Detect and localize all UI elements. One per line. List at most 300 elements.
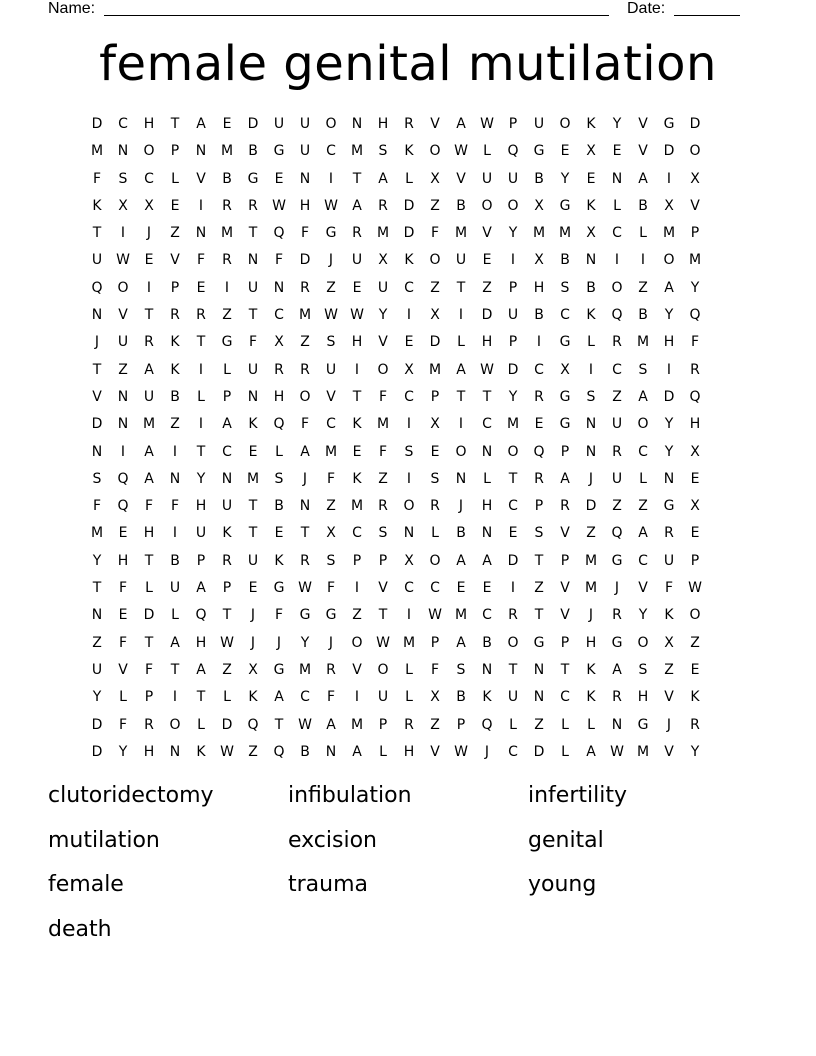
grid-letter: M	[584, 580, 598, 597]
grid-letter: E	[196, 279, 206, 296]
grid-row	[84, 684, 734, 711]
grid-letter: K	[404, 252, 414, 269]
grid-letter: V	[430, 743, 440, 760]
grid-letter: M	[636, 334, 650, 351]
grid-letter: L	[483, 470, 491, 487]
grid-letter: U	[377, 689, 389, 706]
grid-letter: M	[376, 416, 390, 433]
grid-letter: R	[404, 116, 414, 132]
grid-letter: I	[588, 361, 594, 378]
grid-letter: A	[222, 416, 232, 433]
grid-letter: T	[456, 279, 466, 296]
grid-letter: E	[612, 143, 622, 160]
grid-letter: M	[246, 470, 260, 487]
name-blank-line	[104, 15, 609, 16]
grid-letter: F	[326, 580, 336, 597]
grid-row	[84, 302, 734, 329]
grid-letter: R	[560, 498, 570, 515]
grid-letter: R	[274, 361, 284, 378]
grid-letter: K	[92, 197, 102, 214]
grid-letter: M	[636, 743, 650, 760]
grid-letter: R	[612, 689, 622, 706]
grid-letter: R	[690, 361, 700, 378]
grid-letter: Z	[482, 279, 492, 296]
grid-letter: D	[507, 361, 519, 378]
grid-letter: H	[143, 525, 155, 542]
grid-letter: L	[223, 689, 231, 706]
grid-letter: X	[664, 634, 674, 651]
grid-letter: X	[586, 225, 596, 242]
grid-letter: E	[170, 197, 180, 214]
grid-letter: P	[222, 580, 232, 597]
grid-letter: J	[666, 716, 672, 733]
grid-letter: U	[221, 498, 233, 515]
grid-letter: C	[638, 552, 648, 569]
grid-letter: A	[456, 552, 466, 569]
grid-letter: T	[222, 607, 232, 624]
grid-letter: M	[350, 143, 364, 160]
grid-letter: E	[586, 170, 596, 187]
grid-letter: N	[481, 443, 493, 460]
grid-letter: R	[612, 443, 622, 460]
grid-letter: M	[324, 443, 338, 460]
grid-letter: K	[248, 689, 258, 706]
grid-letter: G	[273, 661, 285, 678]
grid-letter: W	[220, 634, 234, 651]
grid-letter: Y	[92, 689, 102, 706]
grid-letter: Q	[117, 498, 129, 515]
grid-letter: A	[456, 634, 466, 651]
grid-letter: M	[662, 225, 676, 242]
grid-letter: J	[588, 607, 594, 624]
grid-letter: O	[429, 252, 441, 269]
grid-letter: E	[248, 580, 258, 597]
grid-letter: L	[119, 689, 127, 706]
grid-letter: W	[116, 252, 130, 269]
grid-letter: E	[534, 416, 544, 433]
grid-letter: E	[352, 443, 362, 460]
grid-letter: D	[663, 388, 675, 405]
grid-letter: W	[298, 716, 312, 733]
grid-letter: Z	[586, 525, 596, 542]
grid-letter: Q	[273, 416, 285, 433]
grid-letter: X	[430, 416, 440, 433]
grid-row	[84, 220, 734, 247]
grid-letter: T	[196, 443, 206, 460]
grid-letter: A	[638, 525, 648, 542]
grid-letter: O	[663, 252, 675, 269]
grid-letter: D	[247, 116, 259, 132]
grid-letter: T	[352, 388, 362, 405]
word-list-item: trauma	[288, 872, 369, 897]
grid-letter: M	[220, 143, 234, 160]
grid-letter: T	[92, 580, 102, 597]
grid-letter: R	[300, 552, 310, 569]
grid-letter: N	[481, 525, 493, 542]
grid-letter: X	[664, 197, 674, 214]
grid-letter: D	[663, 143, 675, 160]
grid-letter: C	[404, 388, 414, 405]
grid-letter: X	[534, 252, 544, 269]
grid-letter: P	[690, 552, 700, 569]
grid-letter: T	[534, 607, 544, 624]
grid-letter: O	[299, 388, 311, 405]
grid-letter: K	[586, 307, 596, 324]
grid-letter: H	[273, 388, 285, 405]
grid-letter: S	[586, 388, 596, 405]
grid-letter: L	[171, 170, 179, 187]
grid-letter: A	[482, 552, 492, 569]
grid-letter: N	[351, 116, 363, 132]
grid-letter: A	[274, 689, 284, 706]
grid-letter: Y	[664, 443, 674, 460]
grid-letter: U	[507, 307, 519, 324]
grid-letter: B	[534, 307, 544, 324]
grid-letter: J	[146, 225, 152, 242]
grid-letter: K	[248, 416, 258, 433]
grid-letter: L	[639, 470, 647, 487]
grid-letter: T	[274, 716, 284, 733]
grid-letter: G	[559, 416, 571, 433]
grid-letter: V	[638, 580, 648, 597]
grid-letter: U	[663, 552, 675, 569]
grid-letter: G	[637, 716, 649, 733]
grid-letter: U	[169, 580, 181, 597]
grid-letter: L	[223, 361, 231, 378]
grid-letter: X	[248, 661, 258, 678]
grid-row	[84, 329, 734, 356]
grid-letter: J	[94, 334, 100, 351]
grid-letter: M	[428, 361, 442, 378]
grid-letter: T	[170, 661, 180, 678]
grid-letter: C	[482, 416, 492, 433]
grid-letter: M	[532, 225, 546, 242]
grid-letter: G	[533, 634, 545, 651]
grid-letter: B	[248, 143, 258, 160]
grid-letter: G	[273, 580, 285, 597]
grid-letter: T	[196, 334, 206, 351]
grid-letter: H	[481, 498, 493, 515]
grid-letter: U	[247, 552, 259, 569]
grid-letter: M	[454, 607, 468, 624]
grid-letter: C	[430, 580, 440, 597]
grid-letter: X	[690, 443, 700, 460]
grid-letter: S	[430, 470, 440, 487]
grid-letter: N	[403, 525, 415, 542]
grid-letter: X	[404, 361, 414, 378]
grid-letter: T	[560, 661, 570, 678]
grid-letter: U	[455, 252, 467, 269]
grid-letter: Z	[612, 498, 622, 515]
grid-row	[84, 630, 734, 657]
grid-row	[84, 166, 734, 193]
grid-letter: O	[117, 279, 129, 296]
grid-letter: X	[430, 170, 440, 187]
grid-letter: X	[560, 361, 570, 378]
grid-letter: V	[560, 580, 570, 597]
grid-letter: F	[430, 225, 440, 242]
grid-letter: U	[91, 661, 103, 678]
grid-letter: O	[429, 552, 441, 569]
grid-letter: H	[403, 743, 415, 760]
grid-letter: D	[91, 116, 103, 132]
grid-letter: W	[610, 743, 624, 760]
grid-letter: L	[275, 443, 283, 460]
grid-letter: R	[612, 607, 622, 624]
grid-row	[84, 657, 734, 684]
grid-letter: I	[458, 416, 464, 433]
grid-letter: D	[91, 743, 103, 760]
grid-letter: B	[586, 279, 596, 296]
grid-letter: S	[92, 470, 102, 487]
grid-letter: J	[484, 743, 490, 760]
grid-letter: T	[482, 388, 492, 405]
grid-letter: D	[403, 197, 415, 214]
word-list-item: excision	[288, 827, 377, 853]
grid-letter: I	[224, 279, 230, 296]
grid-row	[84, 466, 734, 493]
grid-letter: K	[482, 689, 492, 706]
grid-letter: D	[91, 416, 103, 433]
grid-letter: T	[248, 225, 258, 242]
grid-letter: A	[638, 388, 648, 405]
grid-letter: S	[378, 143, 388, 160]
grid-letter: T	[508, 661, 518, 678]
grid-letter: U	[325, 361, 337, 378]
grid-letter: E	[482, 252, 492, 269]
grid-row	[84, 548, 734, 575]
grid-letter: U	[117, 334, 129, 351]
grid-letter: Y	[638, 607, 648, 624]
grid-letter: V	[664, 689, 674, 706]
grid-letter: W	[480, 361, 494, 378]
grid-letter: A	[456, 116, 466, 132]
grid-letter: G	[663, 498, 675, 515]
grid-letter: Z	[638, 498, 648, 515]
grid-letter: O	[559, 116, 571, 132]
grid-letter: L	[197, 388, 205, 405]
grid-letter: A	[352, 743, 362, 760]
grid-letter: T	[92, 225, 102, 242]
grid-letter: D	[533, 743, 545, 760]
grid-letter: J	[458, 498, 464, 515]
grid-letter: W	[480, 116, 494, 132]
grid-letter: Z	[170, 416, 180, 433]
grid-letter: M	[558, 225, 572, 242]
grid-letter: A	[196, 661, 206, 678]
grid-letter: S	[638, 361, 648, 378]
grid-letter: O	[143, 143, 155, 160]
grid-letter: F	[170, 498, 180, 515]
grid-letter: X	[378, 252, 388, 269]
grid-letter: V	[638, 143, 648, 160]
grid-letter: Q	[195, 607, 207, 624]
grid-letter: J	[614, 580, 620, 597]
grid-letter: U	[273, 116, 285, 132]
grid-row	[84, 193, 734, 220]
grid-letter: N	[663, 470, 675, 487]
grid-letter: B	[534, 170, 544, 187]
grid-letter: R	[170, 307, 180, 324]
grid-letter: E	[118, 607, 128, 624]
name-label: Name:	[48, 0, 96, 17]
grid-letter: I	[198, 361, 204, 378]
grid-letter: Q	[91, 279, 103, 296]
grid-letter: T	[378, 607, 388, 624]
grid-letter: F	[248, 334, 258, 351]
grid-letter: B	[456, 525, 466, 542]
grid-letter: A	[144, 443, 154, 460]
grid-letter: J	[328, 252, 334, 269]
grid-letter: Q	[689, 307, 701, 324]
grid-letter: E	[404, 334, 414, 351]
grid-letter: P	[170, 143, 180, 160]
grid-letter: U	[299, 143, 311, 160]
grid-letter: Y	[92, 552, 102, 569]
grid-letter: O	[169, 716, 181, 733]
grid-letter: Q	[247, 716, 259, 733]
grid-letter: Q	[611, 307, 623, 324]
word-list-item: infibulation	[288, 783, 412, 808]
grid-letter: N	[195, 225, 207, 242]
grid-letter: Z	[690, 634, 700, 651]
grid-letter: H	[143, 116, 155, 132]
word-list-item: genital	[528, 827, 604, 853]
grid-letter: G	[247, 170, 259, 187]
grid-letter: R	[248, 197, 258, 214]
grid-letter: V	[118, 661, 128, 678]
grid-letter: V	[482, 225, 492, 242]
grid-letter: I	[406, 607, 412, 624]
grid-letter: S	[404, 443, 414, 460]
grid-letter: A	[196, 116, 206, 132]
grid-letter: P	[560, 634, 570, 651]
grid-letter: N	[195, 143, 207, 160]
grid-letter: F	[118, 716, 128, 733]
grid-letter: L	[405, 689, 413, 706]
grid-letter: E	[690, 661, 700, 678]
grid-letter: A	[300, 443, 310, 460]
grid-letter: I	[640, 252, 646, 269]
grid-letter: F	[378, 388, 388, 405]
grid-letter: P	[222, 388, 232, 405]
grid-letter: V	[690, 197, 700, 214]
grid-letter: N	[611, 716, 623, 733]
grid-letter: I	[354, 580, 360, 597]
grid-letter: W	[688, 580, 702, 597]
grid-letter: T	[144, 307, 154, 324]
grid-letter: D	[221, 716, 233, 733]
grid-letter: F	[664, 580, 674, 597]
grid-letter: H	[585, 634, 597, 651]
grid-letter: B	[638, 197, 648, 214]
grid-letter: Z	[170, 225, 180, 242]
grid-letter: F	[274, 252, 284, 269]
grid-letter: O	[455, 443, 467, 460]
grid-letter: O	[403, 498, 415, 515]
grid-letter: C	[274, 307, 284, 324]
grid-letter: M	[688, 252, 702, 269]
header	[0, 0, 816, 19]
grid-letter: F	[144, 661, 154, 678]
grid-letter: C	[222, 443, 232, 460]
grid-letter: M	[350, 716, 364, 733]
grid-letter: M	[142, 416, 156, 433]
grid-letter: U	[507, 170, 519, 187]
grid-letter: T	[300, 525, 310, 542]
grid-letter: A	[378, 170, 388, 187]
grid-letter: T	[170, 116, 180, 132]
grid-letter: C	[534, 361, 544, 378]
grid-letter: R	[612, 334, 622, 351]
grid-letter: P	[430, 634, 440, 651]
grid-letter: C	[508, 743, 518, 760]
grid-letter: K	[586, 689, 596, 706]
grid-letter: E	[456, 580, 466, 597]
grid-letter: H	[299, 197, 311, 214]
grid-letter: I	[198, 197, 204, 214]
page-title: female genital mutilation	[99, 36, 717, 92]
grid-letter: Z	[534, 716, 544, 733]
grid-letter: M	[298, 307, 312, 324]
grid-letter: O	[377, 661, 389, 678]
grid-letter: A	[612, 661, 622, 678]
grid-letter: O	[637, 416, 649, 433]
grid-letter: F	[378, 443, 388, 460]
grid-letter: Q	[481, 716, 493, 733]
grid-letter: O	[507, 634, 519, 651]
grid-letter: Q	[273, 225, 285, 242]
grid-letter: P	[170, 279, 180, 296]
grid-letter: C	[118, 116, 128, 132]
grid-letter: T	[456, 388, 466, 405]
grid-letter: P	[378, 552, 388, 569]
grid-letter: T	[144, 552, 154, 569]
grid-letter: P	[144, 689, 154, 706]
grid-letter: C	[560, 307, 570, 324]
grid-letter: E	[222, 116, 232, 132]
grid-letter: K	[222, 525, 232, 542]
grid-letter: K	[664, 607, 674, 624]
grid-letter: L	[145, 580, 153, 597]
grid-letter: W	[428, 607, 442, 624]
grid-letter: I	[406, 307, 412, 324]
grid-letter: A	[144, 470, 154, 487]
grid-letter: D	[403, 225, 415, 242]
grid-letter: B	[456, 689, 466, 706]
grid-letter: S	[560, 279, 570, 296]
grid-letter: V	[92, 388, 102, 405]
grid-letter: Q	[273, 743, 285, 760]
grid-letter: N	[117, 143, 129, 160]
grid-letter: H	[195, 498, 207, 515]
grid-letter: V	[638, 116, 648, 132]
grid-letter: E	[352, 279, 362, 296]
grid-letter: L	[509, 716, 517, 733]
grid-letter: M	[584, 552, 598, 569]
grid-letter: N	[247, 252, 259, 269]
grid-letter: Z	[300, 334, 310, 351]
grid-letter: X	[586, 143, 596, 160]
grid-letter: E	[274, 525, 284, 542]
grid-letter: N	[247, 388, 259, 405]
grid-letter: E	[430, 443, 440, 460]
grid-letter: G	[273, 143, 285, 160]
grid-letter: R	[196, 307, 206, 324]
grid-letter: M	[350, 498, 364, 515]
grid-letter: I	[510, 580, 516, 597]
grid-letter: K	[586, 661, 596, 678]
